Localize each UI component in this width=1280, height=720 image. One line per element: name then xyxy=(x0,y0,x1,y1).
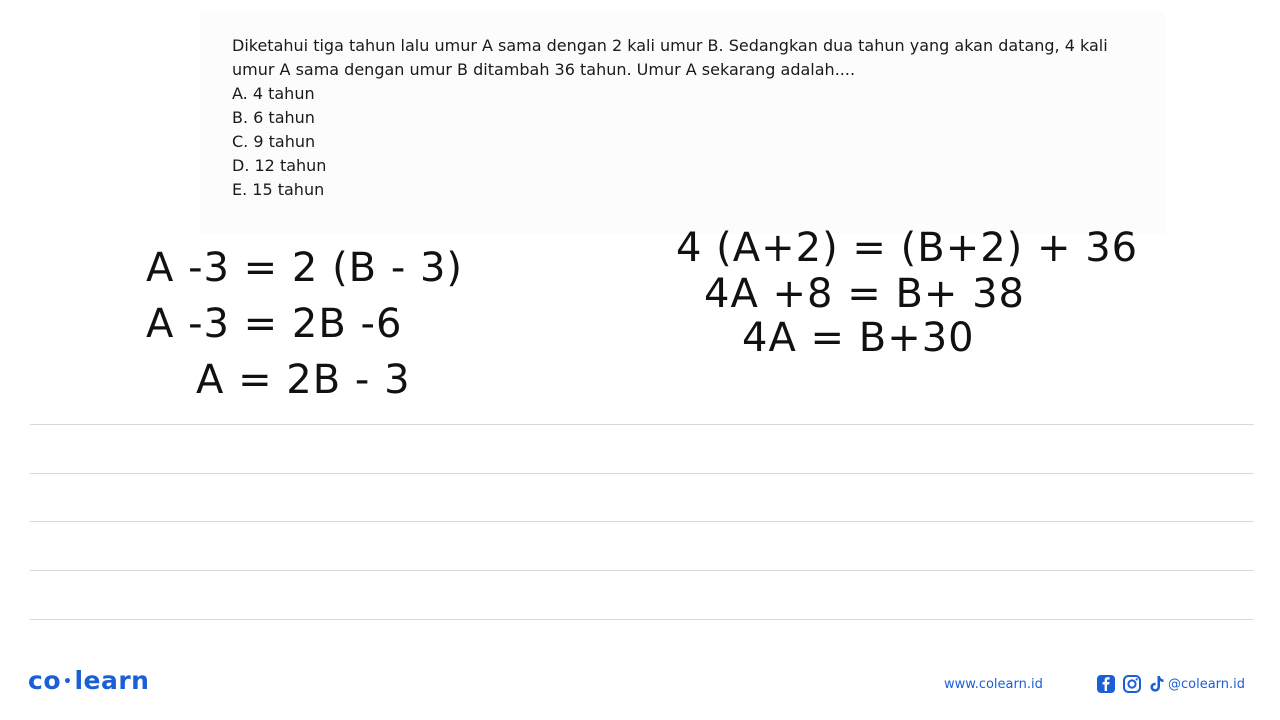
work-right-line-3: 4A = B+30 xyxy=(742,315,975,361)
ruled-line xyxy=(30,570,1254,571)
work-left-line-2: A -3 = 2B -6 xyxy=(146,301,403,347)
instagram-icon[interactable] xyxy=(1122,674,1142,694)
work-left-line-3: A = 2B - 3 xyxy=(196,357,411,403)
question-text: Diketahui tiga tahun lalu umur A sama dengan 2 kali umur B. Sedangkan dua tahun yang akan datang, 4 kali umur A sama dengan umur B ditambah 36 tahun. Umur A sekarang adalah.... xyxy=(232,36,1108,79)
ruled-line xyxy=(30,619,1254,620)
option-a: A. 4 tahun xyxy=(232,84,315,103)
ruled-line xyxy=(30,424,1254,425)
colearn-logo xyxy=(28,666,149,695)
work-left-line-1: A -3 = 2 (B - 3) xyxy=(146,245,464,291)
option-e: E. 15 tahun xyxy=(232,180,325,199)
brand-dot: • xyxy=(63,674,73,690)
option-d: D. 12 tahun xyxy=(232,156,327,175)
tiktok-icon[interactable] xyxy=(1147,674,1167,694)
website-link[interactable]: www.colearn.id xyxy=(944,677,1043,692)
ruled-line xyxy=(30,473,1254,474)
brand-left: co xyxy=(28,666,61,695)
option-b: B. 6 tahun xyxy=(232,108,315,127)
work-right-line-2: 4A +8 = B+ 38 xyxy=(704,271,1026,317)
brand-right: learn xyxy=(74,666,150,695)
option-c: C. 9 tahun xyxy=(232,132,316,151)
answer-options xyxy=(232,82,326,202)
social-handle[interactable]: @colearn.id xyxy=(1168,677,1246,692)
facebook-icon[interactable] xyxy=(1096,674,1116,694)
ruled-line xyxy=(30,521,1254,522)
work-right-line-1: 4 (A+2) = (B+2) + 36 xyxy=(676,225,1139,271)
